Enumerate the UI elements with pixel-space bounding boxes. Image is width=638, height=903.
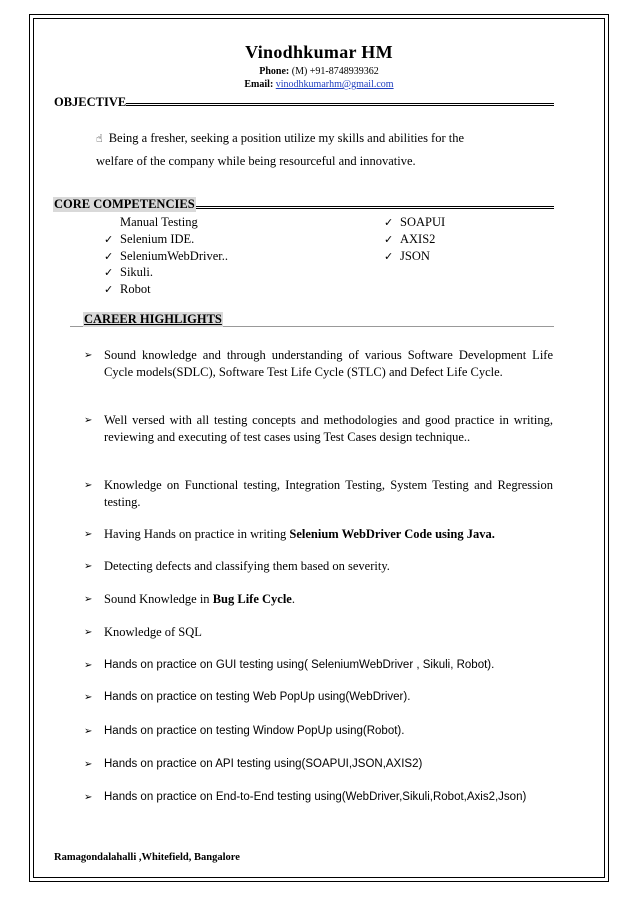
- arrow-bullet-icon: ➢: [84, 660, 93, 671]
- check-icon: ✓: [384, 234, 394, 246]
- arrow-bullet-icon: ➢: [84, 594, 93, 605]
- highlight-item-8: ➢ Hands on practice on GUI testing using( SeleniumWebDriver , Sikuli, Robot).: [84, 657, 553, 674]
- phone-label: Phone:: [259, 66, 290, 77]
- arrow-bullet-icon: ➢: [84, 726, 93, 737]
- objective-text-1: Being a fresher, seeking a position utilize my skills and abilities for the: [108, 131, 465, 145]
- check-icon: ✓: [384, 217, 394, 229]
- highlight-item-1: ➢ Sound knowledge and through understanding of various Software Development Life Cycle models(SDLC), Software Test Life Cycle (STLC) and Defect Life Cycle.: [84, 348, 553, 379]
- highlight-item-5: ➢ Detecting defects and classifying them based on severity.: [84, 559, 390, 573]
- objective-title: OBJECTIVE: [54, 95, 127, 109]
- arrow-bullet-icon: ➢: [84, 792, 93, 803]
- highlight-item-6: ➢ Sound Knowledge in Bug Life Cycle.: [84, 592, 295, 606]
- highlight-item-12: ➢ Hands on practice on End-to-End testing using(WebDriver,Sikuli,Robot,Axis2,Json): [84, 789, 553, 806]
- competency-left-2: ✓ SeleniumWebDriver..: [104, 248, 228, 266]
- check-icon: ✓: [104, 284, 114, 296]
- arrow-bullet-icon: ➢: [84, 627, 93, 638]
- arrow-bullet-icon: ➢: [84, 529, 93, 540]
- arrow-bullet-icon: ➢: [84, 692, 93, 703]
- check-icon: ✓: [104, 267, 114, 279]
- competency-left-3: ✓ Sikuli.: [104, 264, 153, 282]
- candidate-name: Vinodhkumar HM: [245, 42, 393, 62]
- check-icon: ✓: [384, 251, 394, 263]
- check-icon: ✓: [104, 234, 114, 246]
- objective-line-1: [96, 127, 464, 150]
- highlight-item-3: ➢ Knowledge on Functional testing, Integration Testing, System Testing and Regression testing.: [84, 478, 553, 509]
- arrow-bullet-icon: ➢: [84, 480, 93, 491]
- phone-value: (M) +91-8748939362: [291, 66, 379, 77]
- arrow-bullet-icon: ➢: [84, 561, 93, 572]
- manual-testing-heading: Manual Testing: [120, 215, 198, 229]
- competencies-title: CORE COMPETENCIES: [54, 197, 195, 211]
- highlight-item-4: ➢ Having Hands on practice in writing Selenium WebDriver Code using Java.: [84, 527, 495, 541]
- competency-left-4: ✓ Robot: [104, 281, 151, 299]
- email-link[interactable]: vinodhkumarhm@gmail.com: [275, 79, 394, 90]
- arrow-bullet-icon: ➢: [84, 759, 93, 770]
- highlight-item-2: ➢ Well versed with all testing concepts and methodologies and good practice in writing, reviewing and executing of test cases using Test Cases design technique..: [84, 413, 553, 444]
- highlight-item-10: ➢ Hands on practice on testing Window PopUp using(Robot).: [84, 723, 553, 740]
- email-label: Email:: [244, 79, 274, 90]
- footer-address: Ramagondalahalli ,Whitefield, Bangalore: [54, 852, 240, 863]
- phone-line: [0, 66, 638, 77]
- competency-right-2: ✓ AXIS2: [384, 231, 435, 249]
- competency-left-1: ✓ Selenium IDE.: [104, 231, 194, 249]
- objective-rule: [54, 103, 554, 106]
- check-icon: ✓: [104, 251, 114, 263]
- highlight-item-9: ➢ Hands on practice on testing Web PopUp using(WebDriver).: [84, 689, 553, 706]
- arrow-bullet-icon: ➢: [84, 415, 93, 426]
- highlight-item-11: ➢ Hands on practice on API testing using(SOAPUI,JSON,AXIS2): [84, 756, 553, 773]
- competency-right-3: ✓ JSON: [384, 248, 430, 266]
- objective-line-2: welfare of the company while being resourceful and innovative.: [96, 154, 416, 168]
- email-line: [0, 79, 638, 90]
- competency-right-1: ✓ SOAPUI: [384, 214, 445, 232]
- highlights-title: CAREER HIGHLIGHTS: [84, 312, 222, 326]
- highlight-item-7: ➢ Knowledge of SQL: [84, 625, 202, 639]
- pointing-hand-icon: ☝: [96, 132, 103, 145]
- arrow-bullet-icon: ➢: [84, 350, 93, 361]
